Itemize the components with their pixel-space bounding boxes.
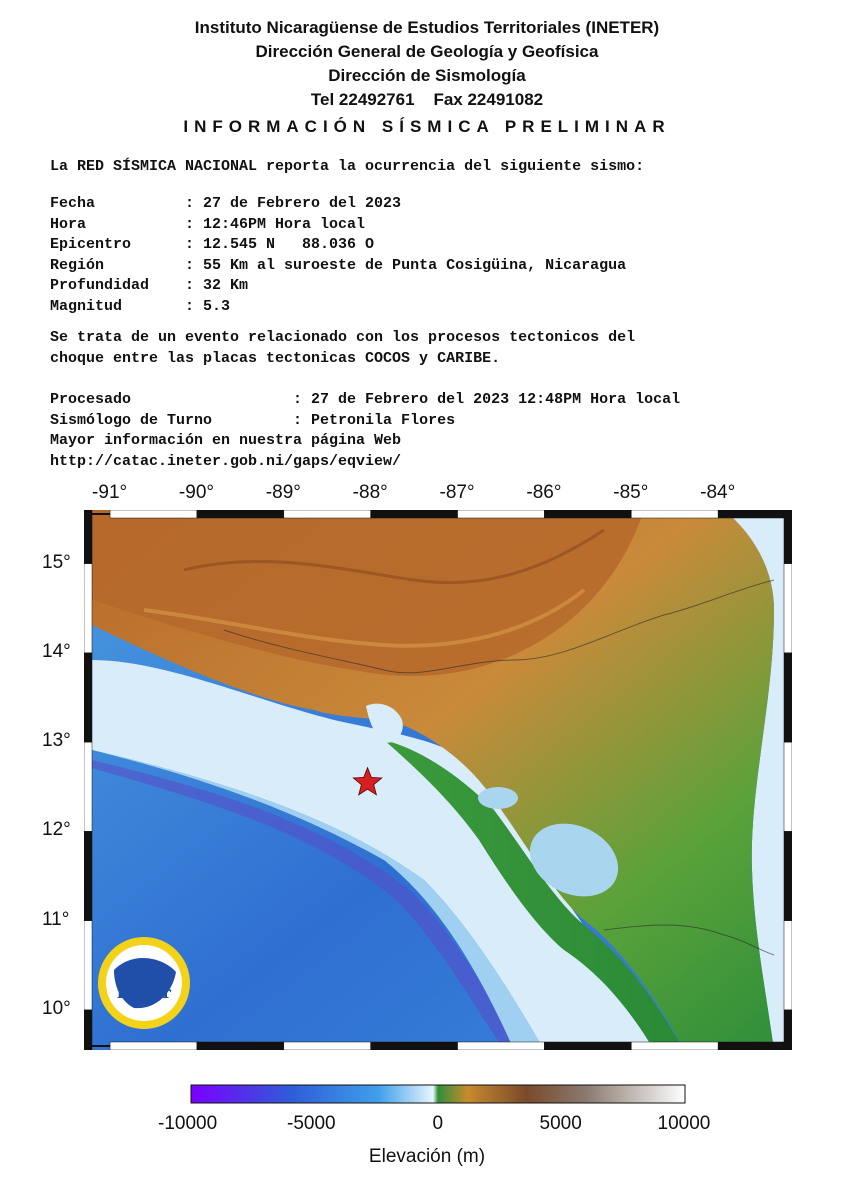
ineter-logo: [98, 937, 190, 1029]
colorbar-tick-label: -10000: [158, 1113, 218, 1134]
latitude-label: 13°: [42, 730, 71, 752]
event-value: 27 de Febrero del 2023: [203, 195, 402, 212]
latitude-label: 15°: [42, 551, 71, 573]
colorbar-tick-label: -5000: [287, 1113, 336, 1134]
institute-name: Instituto Nicaragüense de Estudios Territoriales (INETER): [194, 18, 660, 37]
elevation-colorbar: [190, 1084, 686, 1106]
event-row: [50, 216, 365, 233]
event-row: [50, 236, 374, 253]
event-value: 55 Km al suroeste de Punta Cosigüina, Nicaragua: [203, 256, 627, 274]
event-label: Profundidad :: [50, 277, 204, 294]
event-row: [50, 298, 230, 315]
longitude-label: -85°: [613, 482, 649, 503]
intro-text: La RED SÍSMICA NACIONAL reporta la ocurrencia del siguiente sismo:: [50, 158, 645, 175]
latitude-label: 10°: [42, 997, 71, 1019]
latitude-label: 11°: [42, 908, 70, 930]
lake-managua: [478, 787, 518, 809]
event-label: Hora :: [50, 215, 204, 233]
department-name: Dirección General de Geología y Geofísica: [255, 42, 599, 61]
colorbar-label: Elevación (m): [368, 1146, 486, 1167]
event-row: [50, 257, 626, 274]
event-row: [50, 277, 248, 294]
contact-phones: Tel 22492761 Fax 22491082: [310, 90, 544, 109]
event-label: Epicentro :: [50, 236, 204, 253]
processing-label: Sismólogo de Turno :: [50, 411, 312, 429]
web-link[interactable]: http://catac.ineter.gob.ni/gaps/eqview/: [50, 453, 402, 470]
description-line-2: choque entre las placas tectonicas COCOS y CARIBE.: [50, 350, 501, 367]
longitude-label: -91°: [92, 482, 128, 503]
longitude-label: -86°: [526, 482, 562, 503]
event-value: 12.545 N 88.036 O: [203, 236, 375, 253]
logo-text: ineter: [117, 983, 171, 1002]
description-line-1: Se trata de un evento relacionado con los procesos tectonicos del: [50, 329, 636, 346]
event-value: 32 Km: [203, 277, 249, 294]
longitude-label: -90°: [178, 482, 214, 503]
report-title: INFORMACIÓN SÍSMICA PRELIMINAR: [183, 117, 671, 136]
office-name: Dirección de Sismología: [328, 66, 526, 85]
event-label: Fecha :: [50, 195, 204, 212]
colorbar-tick-label: 10000: [657, 1113, 711, 1134]
processing-label: Procesado :: [50, 391, 312, 408]
event-label: Magnitud :: [50, 297, 204, 315]
processing-row: [50, 391, 680, 408]
longitude-label: -84°: [700, 482, 736, 503]
processing-row: [50, 412, 455, 429]
colorbar-tick-label: 5000: [539, 1113, 582, 1134]
longitude-label: -88°: [352, 482, 388, 503]
longitude-label: -89°: [265, 482, 301, 503]
event-row: [50, 195, 401, 212]
event-value: 12:46PM Hora local: [203, 215, 366, 233]
processing-value: Petronila Flores: [311, 411, 456, 429]
more-info-text: Mayor información en nuestra página Web: [50, 432, 402, 449]
seismic-map: [84, 510, 792, 1050]
colorbar-tick-label: 0: [432, 1113, 444, 1134]
latitude-label: 12°: [42, 819, 71, 841]
longitude-label: -87°: [439, 482, 475, 503]
latitude-label: 14°: [42, 640, 71, 662]
processing-value: 27 de Febrero del 2023 12:48PM Hora local: [311, 391, 681, 408]
event-value: 5.3: [203, 297, 231, 315]
event-label: Región :: [50, 256, 204, 274]
